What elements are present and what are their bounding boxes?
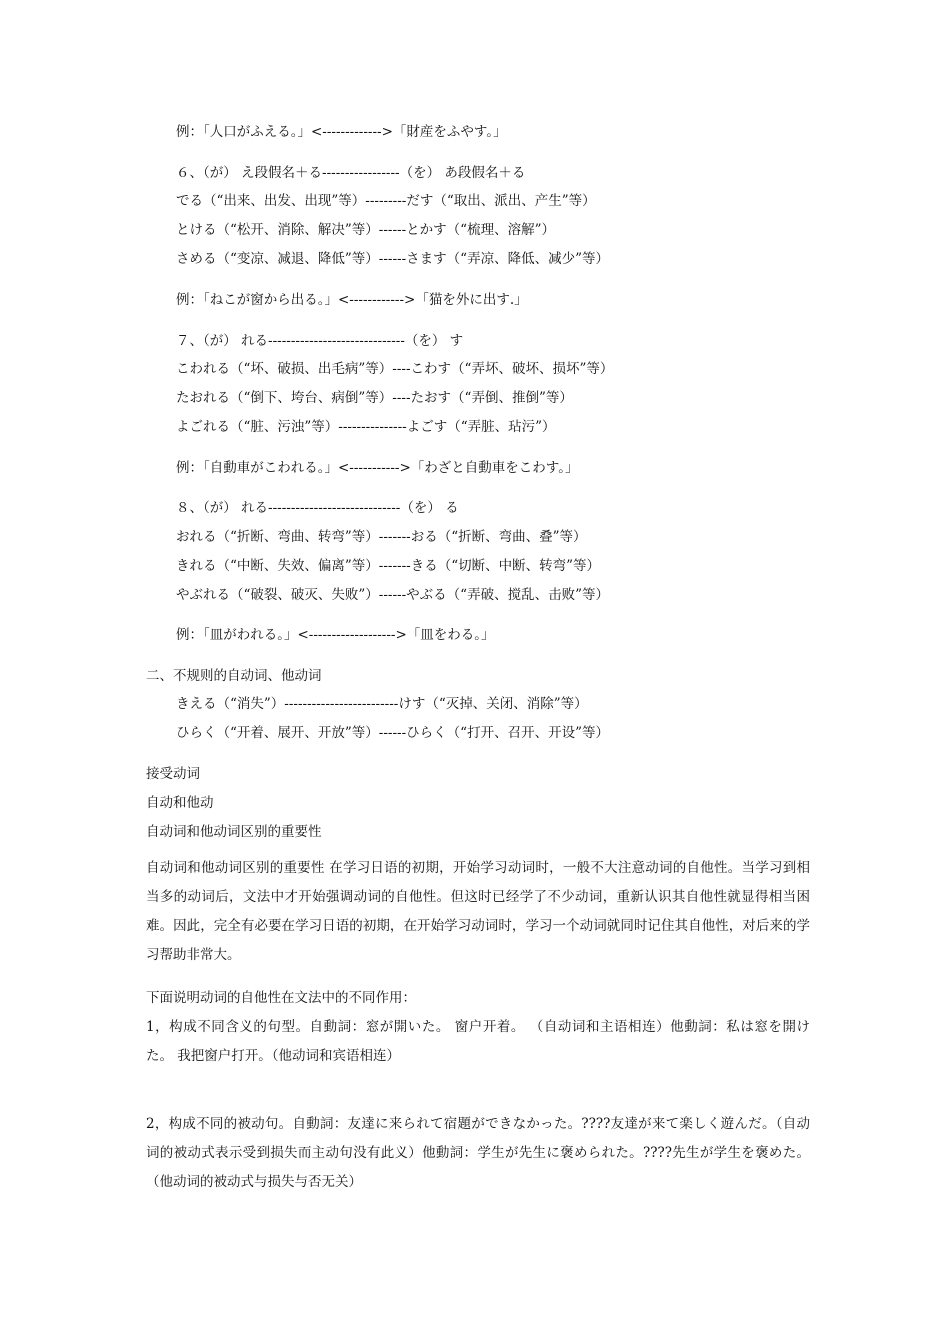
verb-pair-row: きえる（“消失”）-------------------------けす（“灭掉、关闭、消除”等） xyxy=(176,696,588,712)
body-paragraph: 下面说明动词的自他性在文法中的不同作用： xyxy=(146,990,416,1006)
link-receive-verbs[interactable]: 接受动词 xyxy=(146,766,200,782)
verb-pair-row: きれる（“中断、失效、偏离”等）-------きる（“切断、中断、转弯”等） xyxy=(176,558,601,574)
example-line: 例：「人口がふえる。」<------------->「財産をふやす。」 xyxy=(176,124,507,140)
group-heading-8: ８、（が） れる-----------------------------（を） る xyxy=(176,500,459,516)
verb-pair-row: さめる（“变凉、减退、降低”等）------さます（“弄凉、降低、减少”等） xyxy=(176,251,609,267)
body-paragraph: 1，构成不同含义的句型。自動詞：窓が開いた。 窗户开着。 （自动词和主语相连）他動詞：私は窓を開けた。 我把窗户打开。（他动词和宾语相连） xyxy=(146,1019,810,1064)
verb-pair-row: たおれる（“倒下、垮台、病倒”等）----たおす（“弄倒、推倒”等） xyxy=(176,390,573,406)
link-transitivity[interactable]: 自动和他动 xyxy=(146,795,214,811)
group-heading-7: ７、（が） れる------------------------------（を） す xyxy=(176,333,464,349)
link-importance[interactable]: 自动词和他动词区别的重要性 xyxy=(146,824,322,840)
example-line: 例：「ねこが窗から出る。」<------------>「猫を外に出す.」 xyxy=(176,292,528,308)
example-line: 例：「皿がわれる。」<------------------->「皿をわる。」 xyxy=(176,627,495,643)
verb-pair-row: おれる（“折断、弯曲、转弯”等）-------おる（“折断、弯曲、叠”等） xyxy=(176,529,587,545)
verb-pair-row: ひらく（“开着、展开、开放”等）------ひらく（“打开、召开、开设”等） xyxy=(176,725,609,741)
verb-pair-row: とける（“松开、消除、解决”等）------とかす（“梳理、溶解”） xyxy=(176,222,555,238)
verb-pair-row: でる（“出来、出发、出现”等）---------だす（“取出、派出、产生”等） xyxy=(176,193,596,209)
verb-pair-row: こわれる（“坏、破损、出毛病”等）----こわす（“弄坏、破坏、损坏”等） xyxy=(176,361,614,377)
example-line: 例：「自動車がこわれる。」<----------->「わざと自動車をこわす。」 xyxy=(176,460,579,476)
group-heading-6: ６、（が） え段假名＋る-----------------（を） あ段假名＋る xyxy=(176,165,526,181)
section-heading: 二、不规则的自动词、他动词 xyxy=(146,668,322,684)
body-paragraph: 2，构成不同的被动句。自動詞：友達に来られて宿題ができなかった。????友達が来て楽しく遊んだ。（自动词的被动式表示受到损失而主动句没有此义）他動詞：学生が先生に褒められた。????先生が学生を褒めた。（他动词的被动式与损失与否无关） xyxy=(146,1116,810,1190)
verb-pair-row: やぶれる（“破裂、破灭、失败”）------やぶる（“弄破、搅乱、击败”等） xyxy=(176,587,609,603)
verb-pair-row: よごれる（“脏、污浊”等）---------------よごす（“弄脏、玷污”） xyxy=(176,419,556,435)
body-paragraph: 自动词和他动词区别的重要性 在学习日语的初期，开始学习动词时，一般不大注意动词的自他性。当学习到相当多的动词后，文法中才开始强调动词的自他性。但这时已经学了不少动词，重新认识其自他性就显得相当困难。因此，完全有必要在学习日语的初期，在开始学习动词时，学习一个动词就同时记住其自他性，对后来的学习帮助非常大。 xyxy=(146,860,810,963)
